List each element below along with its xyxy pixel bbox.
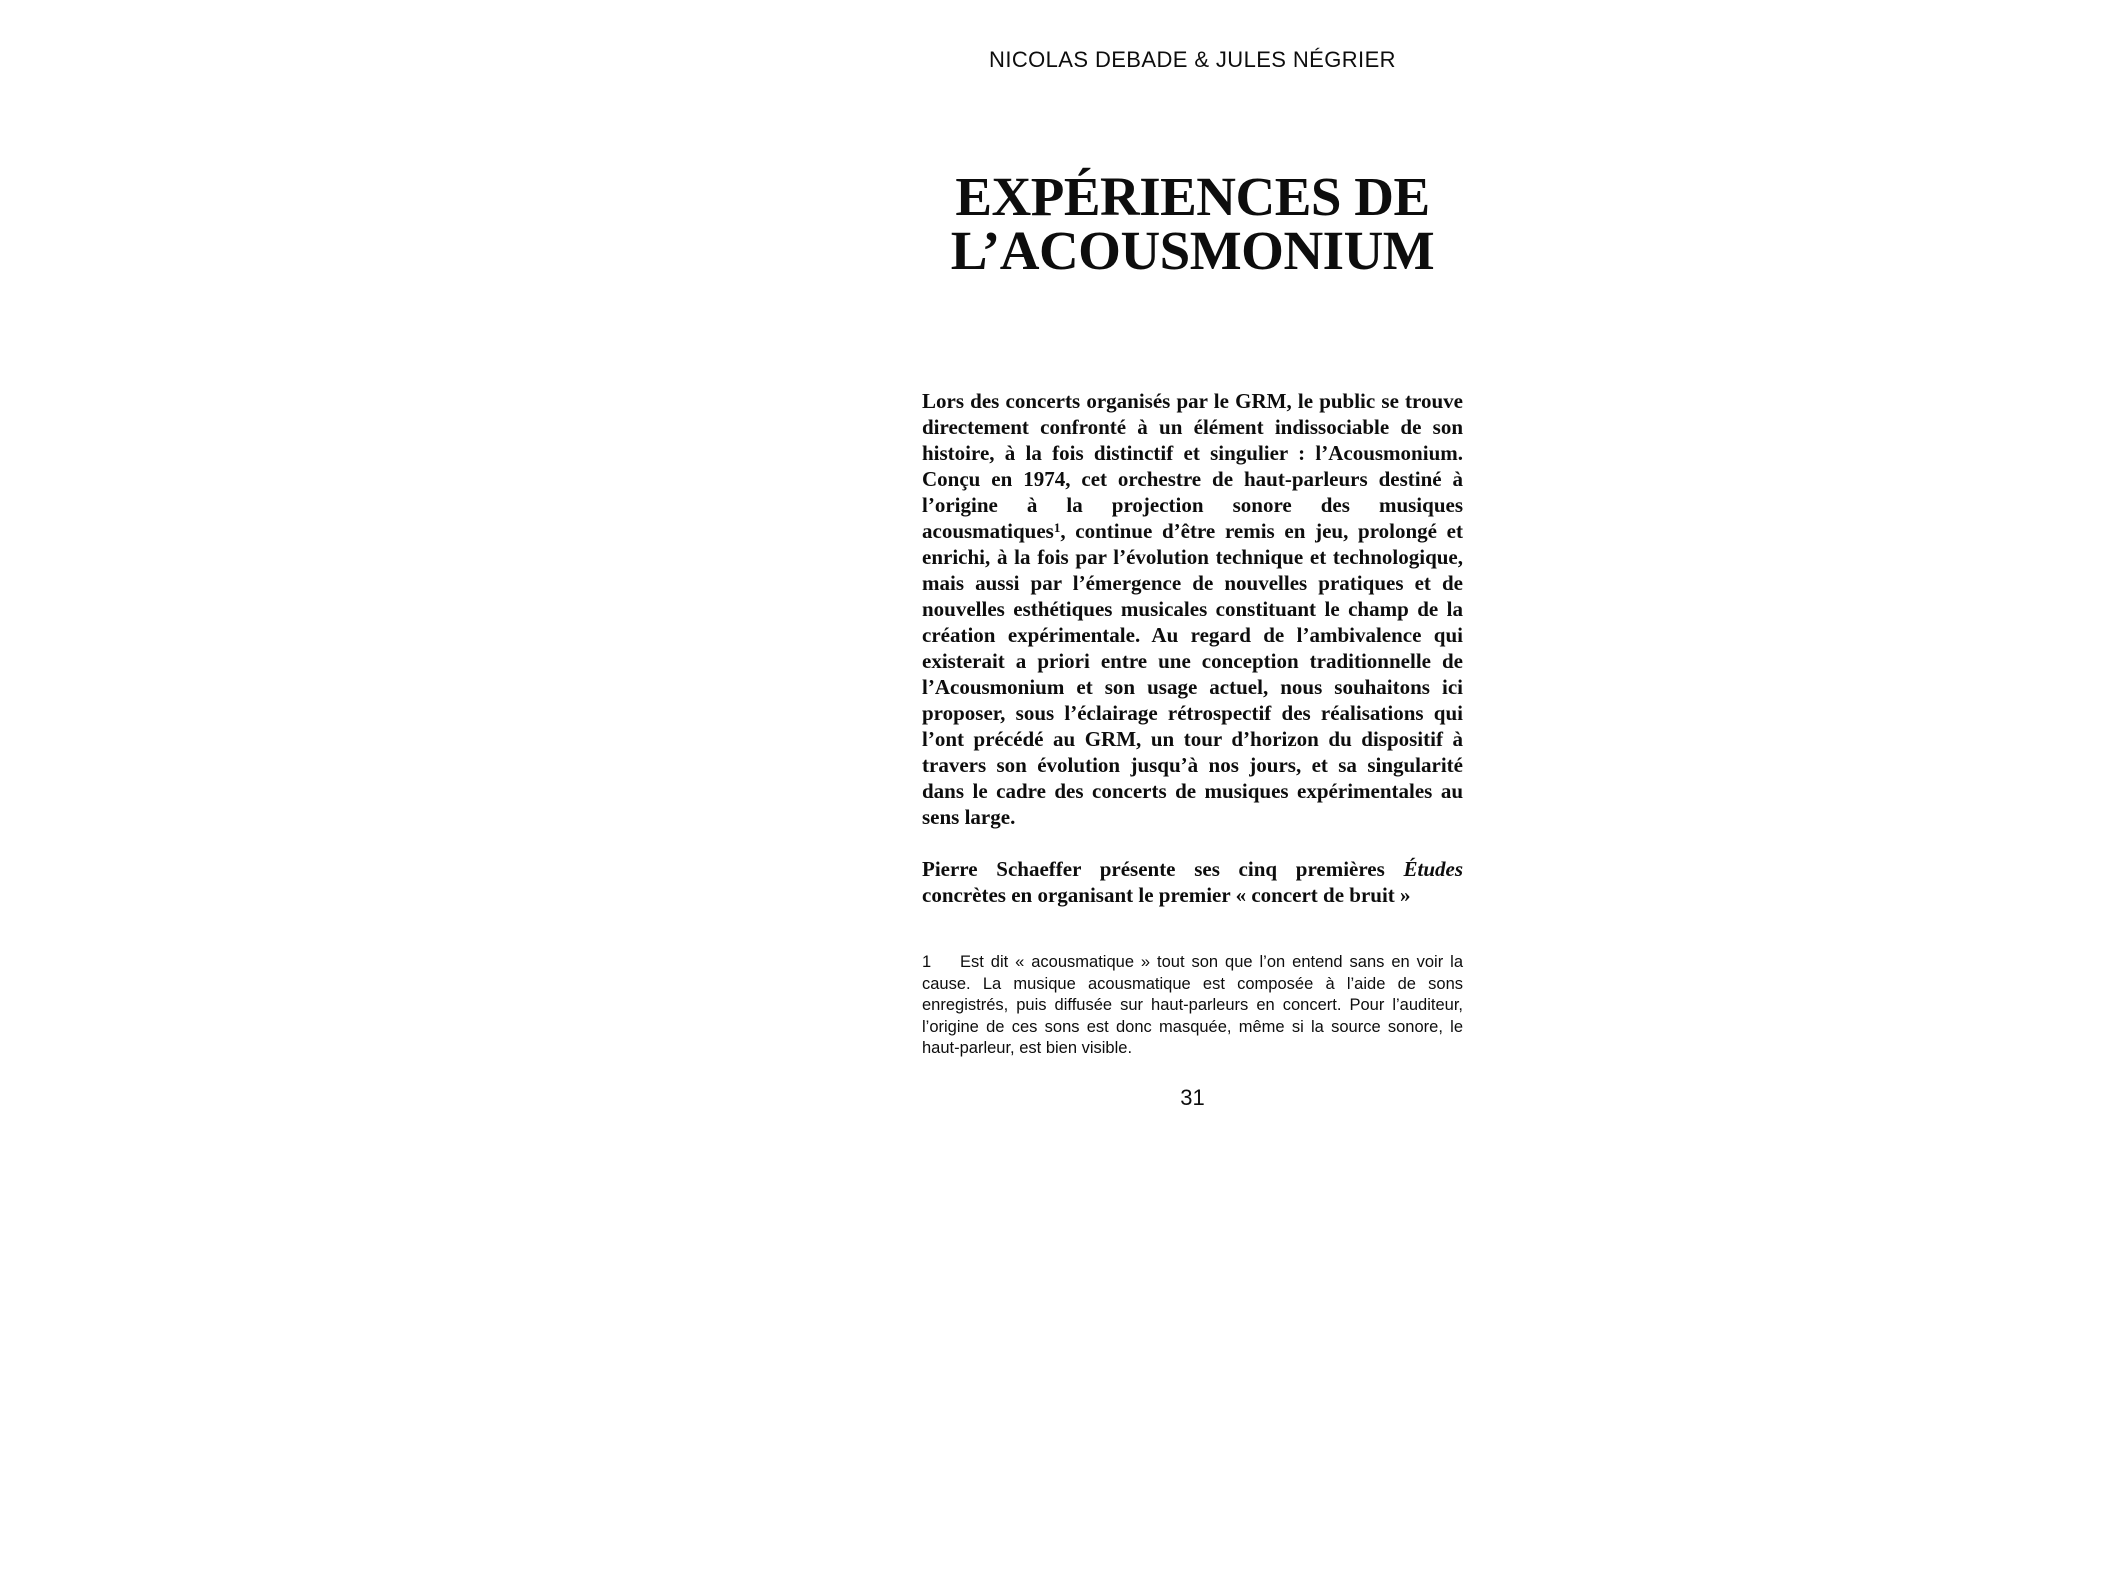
paragraph-2-italic-title: Études (1403, 857, 1463, 881)
footnote (922, 952, 1463, 1060)
paragraph-1-text-continued: , continue d’être remis en jeu, prolongé et enrichi, à la fois par l’évolution technique et technologique, mais aussi par l’émergence de nouvelles pratiques et de nouvelles esthétiques musicales constituant le champ de la création expérimentale. Au regard de l’ambivalence qui existerait a priori entre une conception traditionnelle de l’Acousmonium et son usage actuel, nous souhaitons ici proposer, sous l’éclairage rétrospectif des réalisations qui l’ont précédé au GRM, un tour d’horizon du dispositif à travers son évolution jusqu’à nos jours, et sa singularité dans le cadre des concerts de musiques expérimentales au sens large. (922, 519, 1463, 829)
paragraph-2-text-continued: concrètes en organisant le premier « concert de bruit » (922, 883, 1411, 907)
footnote-text: Est dit « acousmatique » tout son que l’on entend sans en voir la cause. La musique acousmatique est composée à l’aide de sons enregistrés, puis diffusée sur haut-parleurs en concert. Pour l’auditeur, l’origine de ces sons est donc masquée, même si la source sonore, le haut-parleur, est bien visible. (922, 953, 1463, 1057)
page-number: 31 (1180, 1085, 1205, 1110)
paragraph-1-text: Lors des concerts organisés par le GRM, le public se trouve directement confronté à un élément indissociable de son histoire, à la fois distinctif et singulier : l’Acousmonium. Conçu en 1974, cet orchestre de haut-parleurs destiné à l’origine à la projection sonore des musiques acousmatiques (922, 389, 1463, 543)
running-header: NICOLAS DEBADE & JULES NÉGRIER (989, 47, 1396, 72)
article-title (822, 166, 1563, 281)
article-title-line-2: L’ACOUSMONIUM (950, 220, 1435, 281)
footnote-reference-1: 1 (1053, 520, 1061, 535)
footnote-number: 1 (922, 953, 932, 971)
paragraph-2-text: Pierre Schaeffer présente ses cinq premières (922, 857, 1404, 881)
paragraph-1 (922, 388, 1463, 830)
article-title-line-1: EXPÉRIENCES DE (955, 166, 1430, 227)
paragraph-2 (922, 856, 1463, 908)
body-text (922, 388, 1463, 908)
